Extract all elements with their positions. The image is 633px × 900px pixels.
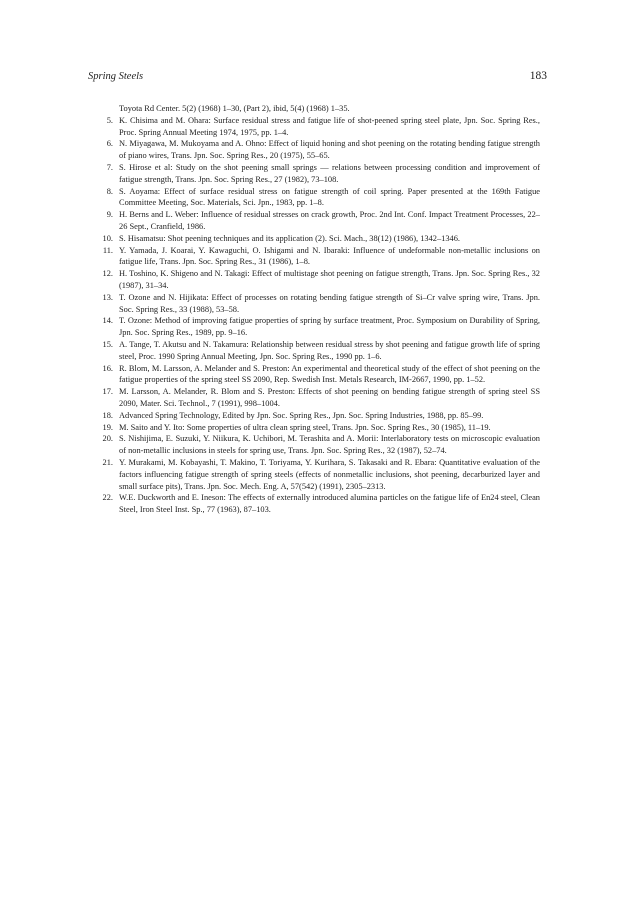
reference-number: 5. [106,115,113,125]
reference-text: T. Ozone and N. Hijikata: Effect of processes on rotating bending fatigue strength of Si–Cr valve spring wire, Trans. Jpn. Soc. Spring Res., 33 (1988), 53–58. [119,292,540,314]
reference-item [92,492,540,516]
reference-item [92,315,540,339]
reference-number: 8. [106,186,113,196]
reference-number: 7. [106,162,113,172]
reference-item [92,186,540,210]
reference-text: W.E. Duckworth and E. Ineson: The effects of externally introduced alumina particles on the fatigue life of En24 steel, Clean Steel, Iron Steel Inst. Sp., 77 (1963), 87–103. [119,493,540,515]
reference-item [92,162,540,186]
reference-number: 21. [102,457,113,467]
reference-text: K. Chisima and M. Ohara: Surface residual stress and fatigue life of shot-peened spring steel plate, Jpn. Soc. Spring Res., Proc. Spring Annual Meeting 1974, 1975, pp. 1–4. [119,115,540,137]
reference-number: 12. [102,269,113,279]
reference-text: H. Toshino, K. Shigeno and N. Takagi: Effect of multistage shot peening on fatigue strength, Trans. Jpn. Soc. Spring Res., 32 (1987), 31–34. [119,269,540,290]
reference-number: 6. [106,139,113,149]
reference-text: S. Aoyama: Effect of surface residual stress on fatigue strength of coil spring. Paper presented at the 169th Fatigue Committee Meeting, Soc. Materials, Sci. Jpn., 1983, pp. 1–8. [119,186,540,208]
reference-number: 17. [102,387,113,397]
reference-number: 10. [102,233,113,243]
reference-number: 19. [102,422,113,432]
reference-number: 16. [102,363,113,373]
reference-text: S. Nishijima, E. Suzuki, Y. Niikura, K. Uchibori, M. Terashita and A. Morii: Interlaboratory tests on microscopic evaluation of non-metallic inclusions in steels for spring use, Trans. Jpn. Soc. Spring Res., 32 (1987), 52–74. [119,434,540,456]
reference-text: Toyota Rd Center. 5(2) (1968) 1–30, (Part 2), ibid, 5(4) (1968) 1–35. [119,104,350,113]
reference-number: 22. [102,493,113,503]
reference-number: 14. [102,316,113,326]
reference-text: A. Tange, T. Akutsu and N. Takamura: Relationship between residual stress by shot peening and fatigue growth life of spring steel, Proc. 1990 Spring Annual Meeting, Jpn. Soc. Spring Res., 1990 pp. 1–6. [119,339,540,361]
reference-item [92,433,540,457]
reference-item [92,363,540,387]
reference-item [92,410,540,422]
reference-item [92,422,540,434]
reference-item [92,245,540,269]
reference-list [92,103,540,516]
reference-item [92,209,540,233]
reference-number: 18. [102,410,113,420]
reference-text: S. Hisamatsu: Shot peening techniques and its application (2). Sci. Mach., 38(12) (1986), 1342–1346. [119,233,460,243]
reference-item [92,233,540,245]
reference-number: 20. [102,434,113,444]
reference-text: M. Saito and Y. Ito: Some properties of ultra clean spring steel, Trans. Jpn. Soc. Spring Res., 30 (1985), 11–19. [119,422,491,432]
reference-item [92,292,540,316]
reference-item [92,339,540,363]
page-header [88,71,547,87]
reference-text: Y. Murakami, M. Kobayashi, T. Makino, T. Toriyama, Y. Kurihara, S. Takasaki and R. Ebara: Quantitative evaluation of the factors influencing fatigue strength of spring steels (effects of nonmetallic inclusions, shot peening, decarburized layer and small surface pits), Trans. Jpn. Soc. Mech. Eng. A, 57(542) (1991), 2305–2313. [119,457,540,491]
reference-number: 15. [102,339,113,349]
reference-item [92,457,540,492]
reference-text: T. Ozone: Method of improving fatigue properties of spring by surface treatment, Proc. Symposium on Durability of Spring, Jpn. Soc. Spring Res., 1989, pp. 9–16. [119,316,540,338]
reference-text: H. Berns and L. Weber: Influence of residual stresses on crack growth, Proc. 2nd Int. Conf. Impact Treatment Processes, 22–26 Sept., Cranfield, 1986. [119,210,540,231]
reference-item [92,103,540,115]
reference-number: 9. [106,210,113,220]
reference-item [92,138,540,162]
reference-text: Advanced Spring Technology, Edited by Jpn. Soc. Spring Res., Jpn. Soc. Spring Industries, 1988, pp. 85–99. [119,410,484,420]
reference-item [92,268,540,292]
running-title: Spring Steels [88,71,144,82]
reference-item [92,386,540,410]
page-number: 183 [529,70,547,82]
reference-number: 13. [102,292,113,302]
reference-number: 11. [102,245,113,255]
reference-text: R. Blom, M. Larsson, A. Melander and S. Preston: An experimental and theoretical study of the effect of shot peening on the fatigue properties of the spring steel SS 2090, Rep. Swedish Inst. Metals Research, IM-2667, 1990, pp. 1–52. [119,363,540,385]
reference-item [92,115,540,139]
reference-text: M. Larsson, A. Melander, R. Blom and S. Preston: Effects of shot peening on bending fatigue strength of spring steel SS 2090, Mater. Sci. Technol., 7 (1991), 998–1004. [119,387,540,408]
reference-text: S. Hirose et al: Study on the shot peening small springs — relations between processing condition and improvement of fatigue strength, Trans. Jpn. Soc. Spring Res., 27 (1982), 73–108. [119,162,540,184]
reference-text: N. Miyagawa, M. Mukoyama and A. Ohno: Effect of liquid honing and shot peening on the rotating bending fatigue strength of piano wires, Trans. Jpn. Soc. Spring Res., 20 (1975), 55–65. [119,139,540,161]
reference-text: Y. Yamada, J. Koarai, Y. Kawaguchi, O. Ishigami and N. Ibaraki: Influence of undeformable non-metallic inclusions on fatigue life, Trans. Jpn. Soc. Spring Res., 31 (1986), 1–8. [119,245,540,267]
